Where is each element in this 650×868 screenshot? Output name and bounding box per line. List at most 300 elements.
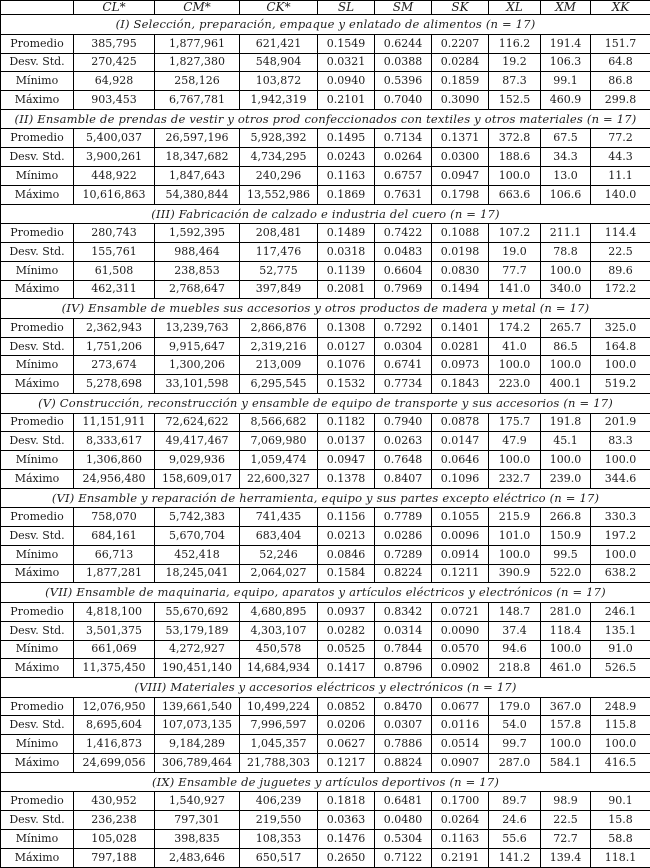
cell: 100.0 <box>489 451 541 470</box>
row-label: Mínimo <box>1 545 74 564</box>
cell: 0.1308 <box>318 318 375 337</box>
cell: 100.0 <box>591 735 650 754</box>
cell: 0.1371 <box>432 129 489 148</box>
cell: 0.7040 <box>375 91 432 110</box>
cell: 101.0 <box>489 527 541 546</box>
cell: 758,070 <box>74 508 155 527</box>
cell: 0.0307 <box>375 716 432 735</box>
cell: 118.4 <box>541 621 591 640</box>
cell: 0.1055 <box>432 508 489 527</box>
cell: 13.0 <box>541 167 591 186</box>
cell: 344.6 <box>591 469 650 488</box>
table-row <box>1 34 650 53</box>
section-title-row <box>1 204 650 224</box>
cell: 0.0514 <box>432 735 489 754</box>
cell: 0.1532 <box>318 375 375 394</box>
cell: 100.0 <box>591 451 650 470</box>
table-row <box>1 640 650 659</box>
cell: 87.3 <box>489 72 541 91</box>
cell: 0.0907 <box>432 754 489 773</box>
cell: 8,695,604 <box>74 716 155 735</box>
cell: 0.7134 <box>375 129 432 148</box>
cell: 0.0147 <box>432 432 489 451</box>
cell: 0.0846 <box>318 545 375 564</box>
section-title: (VII) Ensamble de maquinaria, equipo, aparatos y artículos eléctricos y electrónicos (n = 17) <box>1 583 650 603</box>
cell: 0.0321 <box>318 53 375 72</box>
cell: 1,827,380 <box>155 53 240 72</box>
cell: 0.7292 <box>375 318 432 337</box>
cell: 0.1217 <box>318 754 375 773</box>
cell: 0.1163 <box>318 167 375 186</box>
cell: 265.7 <box>541 318 591 337</box>
cell: 741,435 <box>240 508 318 527</box>
column-header: SM <box>375 1 432 15</box>
cell: 135.1 <box>591 621 650 640</box>
row-label: Mínimo <box>1 640 74 659</box>
cell: 0.0264 <box>375 148 432 167</box>
cell: 0.0646 <box>432 451 489 470</box>
section-title-row <box>1 109 650 129</box>
section-title-row <box>1 772 650 792</box>
row-label: Máximo <box>1 848 74 867</box>
cell: 6,767,781 <box>155 91 240 110</box>
section-title: (IX) Ensamble de juguetes y artículos deportivos (n = 17) <box>1 772 650 792</box>
cell: 34.3 <box>541 148 591 167</box>
cell: 452,418 <box>155 545 240 564</box>
column-header: CK* <box>240 1 318 15</box>
row-label: Promedio <box>1 792 74 811</box>
cell: 5,400,037 <box>74 129 155 148</box>
cell: 2,483,646 <box>155 848 240 867</box>
section-title-row <box>1 15 650 35</box>
table-row <box>1 621 650 640</box>
cell: 0.0281 <box>432 337 489 356</box>
cell: 152.5 <box>489 91 541 110</box>
cell: 0.0947 <box>318 451 375 470</box>
cell: 7,069,980 <box>240 432 318 451</box>
cell: 683,404 <box>240 527 318 546</box>
cell: 0.7940 <box>375 413 432 432</box>
cell: 1,306,860 <box>74 451 155 470</box>
cell: 0.0264 <box>432 811 489 830</box>
row-label: Promedio <box>1 318 74 337</box>
cell: 287.0 <box>489 754 541 773</box>
cell: 1,300,206 <box>155 356 240 375</box>
row-label: Mínimo <box>1 72 74 91</box>
cell: 213,009 <box>240 356 318 375</box>
cell: 22,600,327 <box>240 469 318 488</box>
cell: 0.5396 <box>375 72 432 91</box>
cell: 2,319,216 <box>240 337 318 356</box>
table-row <box>1 261 650 280</box>
cell: 0.0483 <box>375 242 432 261</box>
cell: 448,922 <box>74 167 155 186</box>
cell: 89.6 <box>591 261 650 280</box>
cell: 26,597,196 <box>155 129 240 148</box>
cell: 0.8342 <box>375 602 432 621</box>
cell: 1,059,474 <box>240 451 318 470</box>
cell: 91.0 <box>591 640 650 659</box>
cell: 238,853 <box>155 261 240 280</box>
cell: 83.3 <box>591 432 650 451</box>
column-header: XL <box>489 1 541 15</box>
cell: 191.8 <box>541 413 591 432</box>
cell: 0.0116 <box>432 716 489 735</box>
cell: 0.0243 <box>318 148 375 167</box>
cell: 0.0937 <box>318 602 375 621</box>
cell: 86.5 <box>541 337 591 356</box>
cell: 55,670,692 <box>155 602 240 621</box>
cell: 650,517 <box>240 848 318 867</box>
cell: 24,956,480 <box>74 469 155 488</box>
cell: 4,734,295 <box>240 148 318 167</box>
row-label: Desv. Std. <box>1 242 74 261</box>
table-row <box>1 318 650 337</box>
cell: 0.2081 <box>318 280 375 299</box>
cell: 72,624,622 <box>155 413 240 432</box>
cell: 0.1163 <box>432 829 489 848</box>
cell: 0.0300 <box>432 148 489 167</box>
cell: 77.7 <box>489 261 541 280</box>
cell: 1,416,873 <box>74 735 155 754</box>
cell: 45.1 <box>541 432 591 451</box>
cell: 44.3 <box>591 148 650 167</box>
cell: 15.8 <box>591 811 650 830</box>
cell: 0.1096 <box>432 469 489 488</box>
cell: 100.0 <box>541 735 591 754</box>
table-row <box>1 508 650 527</box>
cell: 0.0127 <box>318 337 375 356</box>
section-title: (V) Construcción, reconstrucción y ensamble de equipo de transporte y sus accesorios (n = 17) <box>1 394 650 414</box>
table-row <box>1 829 650 848</box>
cell: 0.0282 <box>318 621 375 640</box>
cell: 0.0852 <box>318 697 375 716</box>
cell: 19.2 <box>489 53 541 72</box>
cell: 218.8 <box>489 659 541 678</box>
cell: 0.7789 <box>375 508 432 527</box>
table-row <box>1 337 650 356</box>
cell: 86.8 <box>591 72 650 91</box>
cell: 0.1489 <box>318 224 375 243</box>
cell: 54.0 <box>489 716 541 735</box>
row-label: Desv. Std. <box>1 621 74 640</box>
cell: 5,278,698 <box>74 375 155 394</box>
cell: 0.1494 <box>432 280 489 299</box>
section-title-row <box>1 678 650 698</box>
cell: 0.0206 <box>318 716 375 735</box>
cell: 0.6481 <box>375 792 432 811</box>
table-row <box>1 451 650 470</box>
cell: 240,296 <box>240 167 318 186</box>
cell: 99.5 <box>541 545 591 564</box>
cell: 100.0 <box>489 167 541 186</box>
cell: 460.9 <box>541 91 591 110</box>
cell: 1,942,319 <box>240 91 318 110</box>
cell: 0.0677 <box>432 697 489 716</box>
cell: 1,751,206 <box>74 337 155 356</box>
cell: 188.6 <box>489 148 541 167</box>
cell: 988,464 <box>155 242 240 261</box>
cell: 0.0284 <box>432 53 489 72</box>
cell: 155,761 <box>74 242 155 261</box>
cell: 526.5 <box>591 659 650 678</box>
table-row <box>1 356 650 375</box>
cell: 246.1 <box>591 602 650 621</box>
cell: 0.1700 <box>432 792 489 811</box>
cell: 0.1182 <box>318 413 375 432</box>
cell: 24,699,056 <box>74 754 155 773</box>
cell: 367.0 <box>541 697 591 716</box>
cell: 0.0096 <box>432 527 489 546</box>
cell: 4,303,107 <box>240 621 318 640</box>
cell: 797,188 <box>74 848 155 867</box>
cell: 236,238 <box>74 811 155 830</box>
row-label: Promedio <box>1 129 74 148</box>
cell: 0.1549 <box>318 34 375 53</box>
cell: 223.0 <box>489 375 541 394</box>
row-label: Desv. Std. <box>1 432 74 451</box>
cell: 64.8 <box>591 53 650 72</box>
row-label: Promedio <box>1 697 74 716</box>
cell: 100.0 <box>541 261 591 280</box>
cell: 7,996,597 <box>240 716 318 735</box>
cell: 0.6604 <box>375 261 432 280</box>
cell: 150.9 <box>541 527 591 546</box>
cell: 211.1 <box>541 224 591 243</box>
row-label: Máximo <box>1 754 74 773</box>
cell: 0.1476 <box>318 829 375 848</box>
cell: 117,476 <box>240 242 318 261</box>
row-label: Mínimo <box>1 167 74 186</box>
table-row <box>1 167 650 186</box>
cell: 94.6 <box>489 640 541 659</box>
cell: 0.7844 <box>375 640 432 659</box>
cell: 190,451,140 <box>155 659 240 678</box>
cell: 0.0947 <box>432 167 489 186</box>
cell: 0.0525 <box>318 640 375 659</box>
table-row <box>1 848 650 867</box>
cell: 33,101,598 <box>155 375 240 394</box>
row-label: Desv. Std. <box>1 811 74 830</box>
cell: 99.1 <box>541 72 591 91</box>
cell: 100.0 <box>591 356 650 375</box>
section-title-row <box>1 583 650 603</box>
cell: 0.0878 <box>432 413 489 432</box>
cell: 372.8 <box>489 129 541 148</box>
cell: 1,540,927 <box>155 792 240 811</box>
cell: 280,743 <box>74 224 155 243</box>
cell: 0.0304 <box>375 337 432 356</box>
cell: 54,380,844 <box>155 185 240 204</box>
cell: 661,069 <box>74 640 155 659</box>
table-row <box>1 659 650 678</box>
cell: 9,029,936 <box>155 451 240 470</box>
cell: 0.8796 <box>375 659 432 678</box>
row-label: Máximo <box>1 659 74 678</box>
cell: 106.3 <box>541 53 591 72</box>
cell: 0.0198 <box>432 242 489 261</box>
row-label: Desv. Std. <box>1 148 74 167</box>
cell: 197.2 <box>591 527 650 546</box>
cell: 77.2 <box>591 129 650 148</box>
cell: 8,566,682 <box>240 413 318 432</box>
cell: 19.0 <box>489 242 541 261</box>
cell: 4,680,895 <box>240 602 318 621</box>
cell: 0.1076 <box>318 356 375 375</box>
row-label: Promedio <box>1 34 74 53</box>
cell: 0.8824 <box>375 754 432 773</box>
cell: 0.1378 <box>318 469 375 488</box>
cell: 108,353 <box>240 829 318 848</box>
cell: 18,347,682 <box>155 148 240 167</box>
cell: 219,550 <box>240 811 318 830</box>
cell: 98.9 <box>541 792 591 811</box>
cell: 67.5 <box>541 129 591 148</box>
cell: 248.9 <box>591 697 650 716</box>
cell: 13,239,763 <box>155 318 240 337</box>
cell: 400.1 <box>541 375 591 394</box>
cell: 330.3 <box>591 508 650 527</box>
cell: 55.6 <box>489 829 541 848</box>
cell: 390.9 <box>489 564 541 583</box>
cell: 299.8 <box>591 91 650 110</box>
cell: 49,417,467 <box>155 432 240 451</box>
table-row <box>1 527 650 546</box>
cell: 0.1843 <box>432 375 489 394</box>
cell: 61,508 <box>74 261 155 280</box>
cell: 41.0 <box>489 337 541 356</box>
table-row <box>1 697 650 716</box>
cell: 0.7886 <box>375 735 432 754</box>
cell: 114.4 <box>591 224 650 243</box>
cell: 100.0 <box>541 451 591 470</box>
cell: 141.2 <box>489 848 541 867</box>
cell: 461.0 <box>541 659 591 678</box>
cell: 0.0570 <box>432 640 489 659</box>
table-row <box>1 72 650 91</box>
cell: 37.4 <box>489 621 541 640</box>
cell: 174.2 <box>489 318 541 337</box>
cell: 385,795 <box>74 34 155 53</box>
cell: 151.7 <box>591 34 650 53</box>
row-label: Desv. Std. <box>1 337 74 356</box>
cell: 273,674 <box>74 356 155 375</box>
column-header: SK <box>432 1 489 15</box>
cell: 4,272,927 <box>155 640 240 659</box>
cell: 306,789,464 <box>155 754 240 773</box>
cell: 0.2101 <box>318 91 375 110</box>
table-row <box>1 432 650 451</box>
cell: 663.6 <box>489 185 541 204</box>
cell: 0.7289 <box>375 545 432 564</box>
cell: 2,064,027 <box>240 564 318 583</box>
cell: 201.9 <box>591 413 650 432</box>
cell: 548,904 <box>240 53 318 72</box>
cell: 6,295,545 <box>240 375 318 394</box>
section-title-row <box>1 394 650 414</box>
row-label: Mínimo <box>1 735 74 754</box>
cell: 0.0314 <box>375 621 432 640</box>
cell: 0.0318 <box>318 242 375 261</box>
cell: 191.4 <box>541 34 591 53</box>
table-row <box>1 185 650 204</box>
cell: 9,184,289 <box>155 735 240 754</box>
cell: 0.1798 <box>432 185 489 204</box>
cell: 0.0090 <box>432 621 489 640</box>
cell: 208,481 <box>240 224 318 243</box>
cell: 11,375,450 <box>74 659 155 678</box>
cell: 462,311 <box>74 280 155 299</box>
row-label: Desv. Std. <box>1 716 74 735</box>
cell: 115.8 <box>591 716 650 735</box>
cell: 0.6757 <box>375 167 432 186</box>
cell: 0.0363 <box>318 811 375 830</box>
cell: 0.1495 <box>318 129 375 148</box>
column-header: CM* <box>155 1 240 15</box>
section-title: (I) Selección, preparación, empaque y enlatado de alimentos (n = 17) <box>1 15 650 35</box>
column-header: XK <box>591 1 650 15</box>
table-row <box>1 242 650 261</box>
cell: 66,713 <box>74 545 155 564</box>
cell: 0.7631 <box>375 185 432 204</box>
section-title-row <box>1 488 650 508</box>
cell: 78.8 <box>541 242 591 261</box>
cell: 0.8224 <box>375 564 432 583</box>
row-label: Mínimo <box>1 829 74 848</box>
table-row <box>1 91 650 110</box>
cell: 0.2650 <box>318 848 375 867</box>
cell: 450,578 <box>240 640 318 659</box>
cell: 522.0 <box>541 564 591 583</box>
cell: 0.1584 <box>318 564 375 583</box>
cell: 1,877,281 <box>74 564 155 583</box>
table-row <box>1 413 650 432</box>
cell: 116.2 <box>489 34 541 53</box>
cell: 52,775 <box>240 261 318 280</box>
cell: 139,661,540 <box>155 697 240 716</box>
cell: 21,788,303 <box>240 754 318 773</box>
cell: 172.2 <box>591 280 650 299</box>
cell: 100.0 <box>489 545 541 564</box>
cell: 0.1156 <box>318 508 375 527</box>
cell: 140.0 <box>591 185 650 204</box>
row-label: Máximo <box>1 280 74 299</box>
table-header <box>1 1 650 15</box>
cell: 584.1 <box>541 754 591 773</box>
row-label: Máximo <box>1 375 74 394</box>
row-label: Mínimo <box>1 261 74 280</box>
cell: 9,915,647 <box>155 337 240 356</box>
cell: 1,877,961 <box>155 34 240 53</box>
cell: 1,045,357 <box>240 735 318 754</box>
cell: 3,900,261 <box>74 148 155 167</box>
table-row <box>1 280 650 299</box>
cell: 157.8 <box>541 716 591 735</box>
cell: 281.0 <box>541 602 591 621</box>
section-title: (IV) Ensamble de muebles sus accesorios y otros productos de madera y metal (n = 17) <box>1 299 650 319</box>
cell: 89.7 <box>489 792 541 811</box>
cell: 107.2 <box>489 224 541 243</box>
row-label: Promedio <box>1 602 74 621</box>
cell: 0.0263 <box>375 432 432 451</box>
cell: 903,453 <box>74 91 155 110</box>
cell: 148.7 <box>489 602 541 621</box>
column-header: SL <box>318 1 375 15</box>
corner-cell <box>1 1 74 15</box>
cell: 100.0 <box>489 356 541 375</box>
cell: 0.1859 <box>432 72 489 91</box>
cell: 100.0 <box>541 356 591 375</box>
